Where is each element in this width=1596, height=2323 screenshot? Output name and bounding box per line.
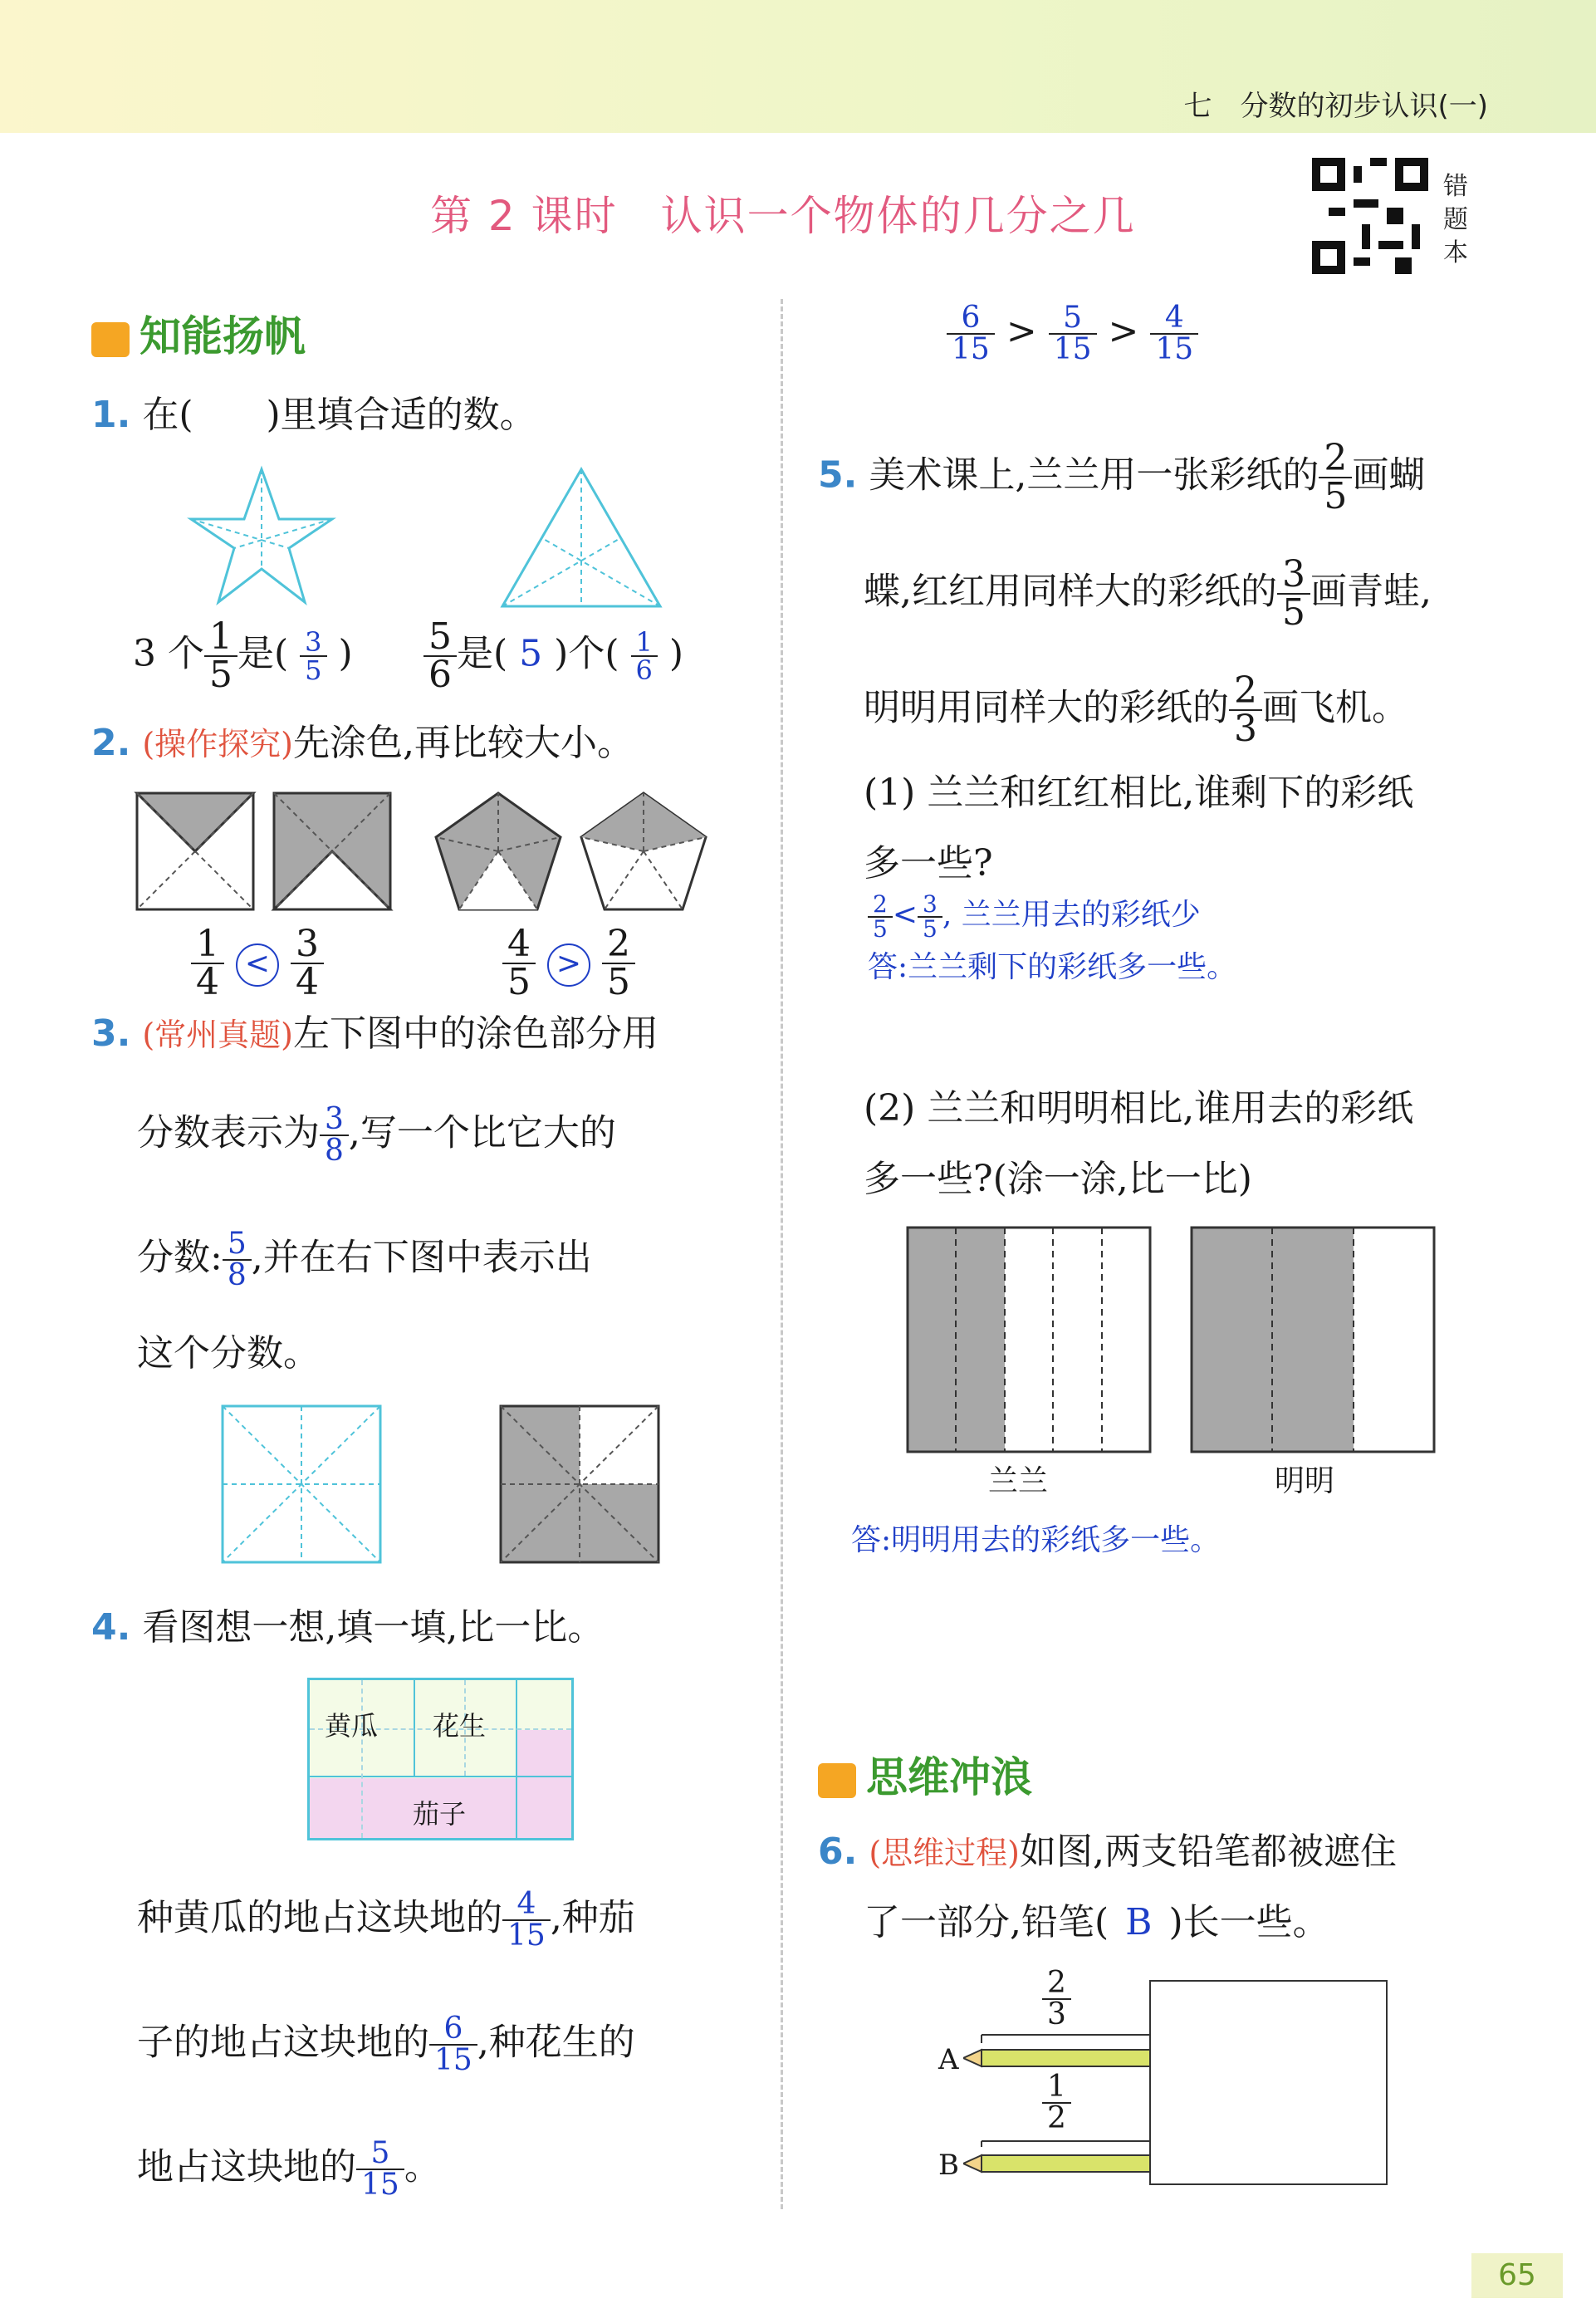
- denominator: 5: [918, 916, 942, 941]
- q1-a-pre: 3 个: [133, 632, 204, 675]
- fraction: [204, 615, 237, 696]
- q5-part1-line1: (1) 兰兰和红红相比,谁剩下的彩纸: [864, 772, 1414, 814]
- q2-number: 2.: [91, 722, 131, 764]
- q6-pencils-figure: [963, 1960, 1395, 2193]
- denominator: 5: [602, 963, 635, 1001]
- q4-l2-post: ,种花生的: [477, 2021, 635, 2064]
- q4-line-2: [137, 2014, 635, 2076]
- page-number: 65: [1471, 2253, 1563, 2298]
- pencil-a-label: A: [938, 2043, 959, 2076]
- sail-icon: [91, 322, 130, 357]
- fraction: [1277, 553, 1310, 634]
- q1-a-mid: 是(: [237, 632, 289, 675]
- q5-l2-post: 画青蛙,: [1310, 570, 1432, 613]
- numerator: 5: [1063, 301, 1083, 335]
- numerator: 5: [370, 2136, 390, 2170]
- q4-answer-2[interactable]: [429, 2014, 477, 2076]
- q4-number: 4.: [91, 1606, 131, 1649]
- wrong-question-book-label: 错题本: [1443, 172, 1468, 267]
- denominator: 8: [320, 1135, 349, 1166]
- fraction: [1229, 669, 1262, 750]
- label-mingming: 明明: [1275, 1464, 1335, 1498]
- numerator: 6: [443, 2012, 463, 2046]
- q4-line-1: [137, 1889, 635, 1951]
- q5-line-3: [864, 669, 1408, 750]
- q1-answer-a: [133, 615, 353, 696]
- q5-l1-pre: 美术课上,兰兰用一张彩纸的: [869, 453, 1319, 497]
- denominator: 2: [1042, 2102, 1071, 2134]
- q4-l3-pre: 地占这块地的: [137, 2145, 356, 2188]
- q5-part1-working[interactable]: [868, 890, 1201, 943]
- numerator: 2: [1047, 1966, 1066, 2000]
- denominator: 3: [1042, 1998, 1071, 2030]
- numerator: 1: [208, 615, 233, 658]
- q6-answer[interactable]: B: [1125, 1901, 1153, 1943]
- fraction: [1319, 437, 1352, 517]
- denominator: 15: [1049, 333, 1097, 365]
- q3-line-3: [137, 1229, 592, 1291]
- numerator: 1: [1047, 2070, 1066, 2104]
- fraction: [291, 923, 324, 1003]
- q1-b-close: ): [668, 632, 684, 675]
- denominator: 5: [204, 655, 237, 693]
- label-lanlan: 兰兰: [988, 1464, 1049, 1498]
- q4-cmp-sym-2: >: [1108, 310, 1139, 353]
- q4-l1-post: ,种茄: [550, 1896, 635, 1939]
- q4-answer-1[interactable]: [502, 1889, 551, 1951]
- q5-part2-line1: (2) 兰兰和明明相比,谁用去的彩纸: [864, 1087, 1414, 1130]
- q4-cmp-a[interactable]: [947, 303, 995, 365]
- q5-p1-sym: <: [892, 898, 918, 932]
- section-heading-1-text: 知能扬帆: [140, 312, 306, 360]
- fraction: [191, 923, 224, 1003]
- star-figure: [187, 465, 336, 606]
- q4-text: 看图想一想,填一填,比一比。: [142, 1606, 605, 1649]
- q5-line-2: [864, 553, 1432, 634]
- q3-right-square-figure[interactable]: [498, 1404, 664, 1566]
- q1-answer-b: [423, 615, 684, 696]
- denominator: 4: [291, 963, 324, 1001]
- numerator: 3: [305, 626, 322, 658]
- lesson-title: 第 2 课时 认识一个物体的几分之几: [430, 192, 1136, 240]
- q5-part1-answer[interactable]: 答:兰兰剩下的彩纸多一些。: [868, 950, 1237, 984]
- q5-part2-answer[interactable]: 答:明明用去的彩纸多一些。: [851, 1523, 1221, 1557]
- denominator: 6: [423, 655, 457, 693]
- eggplant-region-extra: [516, 1730, 571, 1778]
- denominator: 4: [191, 963, 224, 1001]
- q3-number: 3.: [91, 1012, 131, 1055]
- denominator: 5: [1319, 477, 1352, 515]
- q3-line3-post: ,并在右下图中表示出: [251, 1236, 592, 1279]
- denominator: 5: [502, 963, 536, 1001]
- label-peanut: 花生: [433, 1710, 487, 1742]
- pencil-b-label: B: [938, 2149, 959, 2182]
- q3-line-4: 这个分数。: [137, 1332, 320, 1375]
- numerator: 4: [516, 1887, 536, 1921]
- q3-line1-text: 左下图中的涂色部分用: [293, 1012, 658, 1055]
- numerator: 3: [296, 923, 319, 965]
- q2-prompt: [91, 718, 634, 769]
- numerator: 2: [1234, 669, 1257, 712]
- q2-squares-figure: [133, 789, 399, 914]
- denominator: 3: [1229, 709, 1262, 747]
- denominator: 15: [947, 333, 995, 365]
- q5-l3-post: 画飞机。: [1262, 686, 1408, 729]
- numerator: 2: [607, 923, 630, 965]
- q4-cmp-c[interactable]: [1150, 303, 1198, 365]
- q1-prompt: [91, 390, 536, 440]
- wave-icon: [818, 1763, 856, 1798]
- q4-line-3: [137, 2136, 441, 2202]
- denominator: 6: [631, 655, 658, 684]
- denominator: 8: [223, 1259, 252, 1291]
- q4-garden-figure: [307, 1678, 574, 1840]
- numerator: 5: [428, 615, 452, 658]
- q3-answer-2[interactable]: [223, 1229, 252, 1291]
- q4-comparison: [947, 303, 1198, 365]
- fraction: [423, 615, 457, 696]
- q1-b-answer-1[interactable]: 5: [519, 632, 543, 675]
- q5-paper-compare-figure[interactable]: [905, 1225, 1445, 1453]
- q3-left-square-figure: [220, 1404, 386, 1566]
- section-heading-1: [91, 303, 306, 363]
- q3-line2-pre: 分数表示为: [137, 1111, 320, 1154]
- q1-number: 1.: [91, 394, 131, 436]
- q3-answer-1[interactable]: [320, 1102, 349, 1168]
- q5-p1-post: , 兰兰用去的彩纸少: [942, 898, 1201, 932]
- denominator: 5: [868, 916, 893, 941]
- numerator: 2: [873, 890, 888, 918]
- numerator: 6: [961, 301, 981, 335]
- denominator: 15: [356, 2169, 404, 2200]
- q4-answer-3[interactable]: [356, 2136, 404, 2202]
- q2-text: 先涂色,再比较大小。: [293, 722, 634, 764]
- q5-part1-line2: 多一些?: [864, 842, 993, 885]
- qr-code-icon[interactable]: [1312, 158, 1428, 274]
- q6-l1-text: 如图,两支铅笔都被遮住: [1020, 1830, 1397, 1873]
- q4-l3-post: 。: [404, 2145, 441, 2188]
- q4-cmp-sym-1: >: [1006, 310, 1037, 353]
- q5-l1-post: 画蝴: [1352, 453, 1426, 497]
- numerator: 2: [1324, 437, 1348, 479]
- column-divider: [781, 299, 783, 2209]
- fraction: [918, 890, 942, 943]
- q6-number: 6.: [818, 1830, 858, 1873]
- q4-l2-pre: 子的地占这块地的: [137, 2021, 429, 2064]
- numerator: 4: [1164, 301, 1184, 335]
- triangle-figure: [498, 465, 664, 610]
- denominator: 5: [1277, 593, 1310, 631]
- q4-cmp-b[interactable]: [1049, 303, 1097, 365]
- numerator: 5: [227, 1227, 247, 1261]
- q3-line-2: [137, 1102, 616, 1168]
- q6-tag: (思维过程): [869, 1835, 1020, 1871]
- section-heading-2: [818, 1744, 1032, 1804]
- q3-line3-pre: 分数:: [137, 1236, 223, 1279]
- q4-prompt: [91, 1603, 604, 1653]
- denominator: 15: [1150, 333, 1198, 365]
- q1-b-mid: 是(: [457, 632, 508, 675]
- q2-compare-2-answer[interactable]: >: [547, 943, 590, 987]
- numerator: 1: [635, 626, 653, 658]
- fraction: [502, 923, 536, 1003]
- numerator: 1: [196, 923, 219, 965]
- q6-line-2: [864, 1898, 1329, 1948]
- q2-compare-1: [191, 923, 324, 1003]
- q1-b-answer-2[interactable]: [631, 626, 658, 686]
- q6-l2-pre: 了一部分,铅笔(: [864, 1901, 1109, 1943]
- q2-compare-2: [502, 923, 635, 1003]
- label-eggplant: 茄子: [413, 1798, 467, 1830]
- q5-l2-pre: 蝶,红红用同样大的彩纸的: [864, 570, 1277, 613]
- q5-line-1: [818, 437, 1426, 517]
- fraction: [868, 890, 893, 943]
- numerator: 3: [1282, 553, 1305, 595]
- denominator: 5: [300, 655, 326, 684]
- fraction: [602, 923, 635, 1003]
- numerator: 3: [923, 890, 938, 918]
- q5-part2-line2: 多一些?(涂一涂,比一比): [864, 1158, 1252, 1200]
- numerator: 3: [325, 1102, 344, 1136]
- label-cucumber: 黄瓜: [325, 1710, 379, 1742]
- q6-l2-post: )长一些。: [1168, 1901, 1329, 1943]
- q3-line2-post: ,写一个比它大的: [348, 1111, 616, 1154]
- q1-text: 在( )里填合适的数。: [142, 394, 536, 436]
- q1-b-mid2: )个(: [554, 632, 619, 675]
- chapter-title: 七 分数的初步认识(一): [1183, 90, 1488, 123]
- q3-tag: (常州真题): [142, 1017, 293, 1053]
- denominator: 15: [502, 1919, 551, 1951]
- q3-line-1: [91, 1009, 658, 1060]
- q6-line-1: [818, 1827, 1397, 1878]
- q2-pentagons-figure: [432, 789, 714, 914]
- q2-tag: (操作探究): [142, 726, 293, 762]
- q1-a-close: ): [338, 632, 353, 675]
- section-heading-2-text: 思维冲浪: [866, 1753, 1032, 1801]
- q5-l3-pre: 明明用同样大的彩纸的: [864, 686, 1229, 729]
- q4-l1-pre: 种黄瓜的地占这块地的: [137, 1896, 502, 1939]
- q5-number: 5.: [818, 453, 858, 497]
- q2-compare-1-answer[interactable]: <: [236, 943, 279, 987]
- denominator: 15: [429, 2044, 477, 2076]
- q1-a-answer[interactable]: [300, 626, 326, 686]
- numerator: 4: [507, 923, 531, 965]
